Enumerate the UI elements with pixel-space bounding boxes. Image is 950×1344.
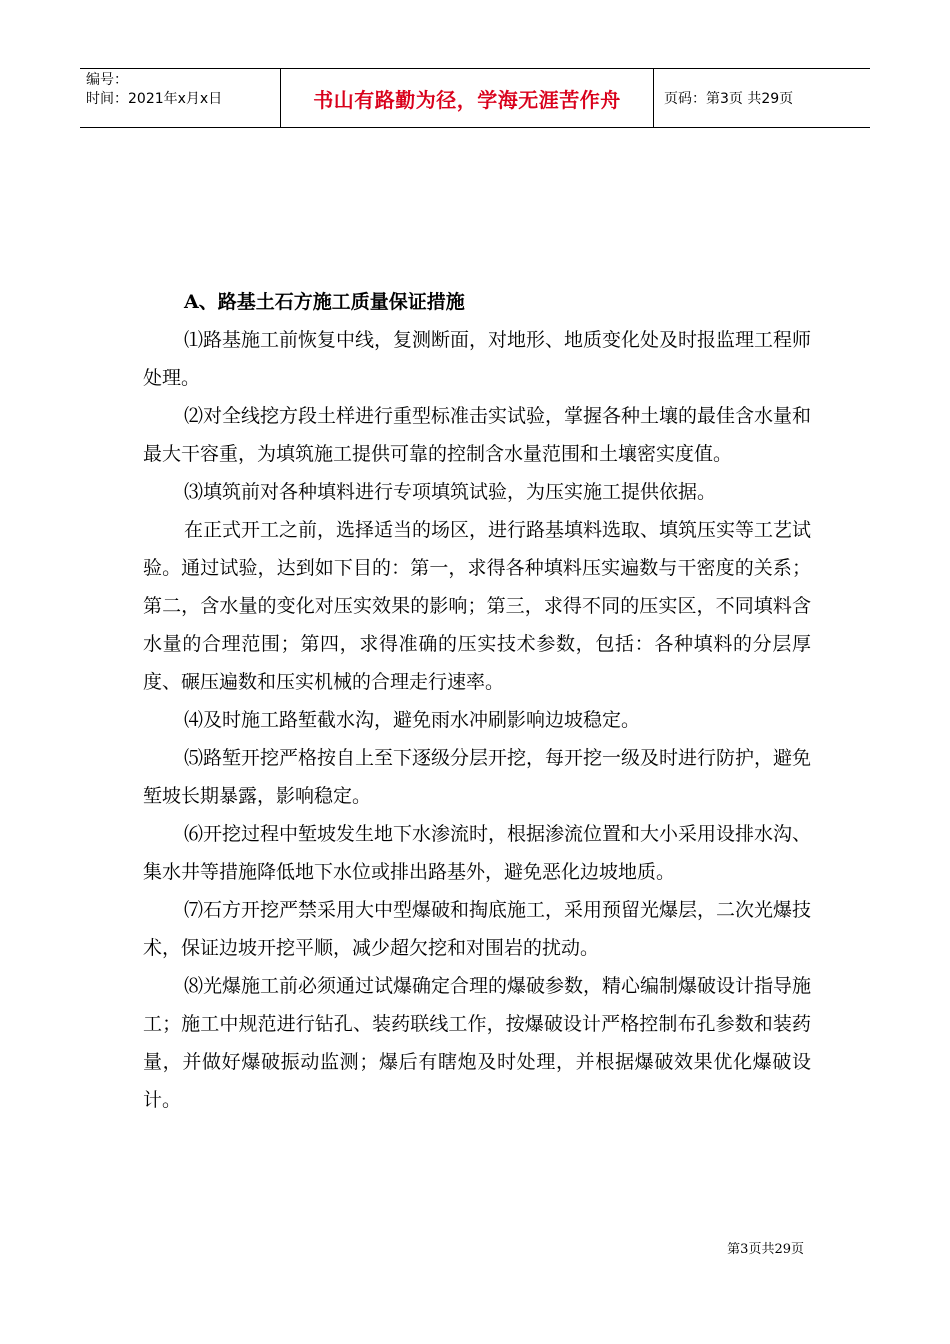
page-footer: 第3页共29页 (727, 1242, 804, 1257)
time-label: 时间：2021年x月x日 (86, 91, 223, 107)
paragraph-4: 在正式开工之前，选择适当的场区，进行路基填料选取、填筑压实等工艺试验。通过试验，达到如下目的：第一，求得各种填料压实遍数与干密度的关系；第二，含水量的变化对压实效果的影响；第三，求得不同的压实区，不同填料含水量的合理范围；第四，求得准确的压实技术参数，包括：各种填料的分层厚度、碾压遍数和压实机械的合理走行速率。 (143, 519, 812, 693)
paragraph-3: ⑶填筑前对各种填料进行专项填筑试验，为压实施工提供依据。 (184, 481, 717, 503)
paragraph-1: ⑴路基施工前恢复中线，复测断面，对地形、地质变化处及时报监理工程师处理。 (143, 329, 812, 389)
paragraph-7: ⑹开挖过程中堑坡发生地下水渗流时，根据渗流位置和大小采用设排水沟、集水井等措施降低地下水位或排出路基外，避免恶化边坡地质。 (143, 823, 812, 883)
paragraph-9: ⑻光爆施工前必须通过试爆确定合理的爆破参数，精心编制爆破设计指导施工；施工中规范进行钻孔、装药联线工作，按爆破设计严格控制布孔参数和装药量，并做好爆破振动监测；爆后有瞎炮及时处理，并根据爆破效果优化爆破设计。 (143, 975, 812, 1111)
paragraph-8: ⑺石方开挖严禁采用大中型爆破和掏底施工，采用预留光爆层，二次光爆技术，保证边坡开挖平顺，减少超欠挖和对围岩的扰动。 (143, 899, 812, 959)
number-label: 编号： (86, 72, 128, 88)
page-header (80, 68, 870, 128)
paragraph-5: ⑷及时施工路堑截水沟，避免雨水冲刷影响边坡稳定。 (184, 709, 641, 731)
header-page-info: 页码：第3页 共29页 (664, 91, 794, 107)
section-heading: A、路基土石方施工质量保证措施 (184, 291, 465, 313)
document-body (143, 283, 811, 1119)
paragraph-6: ⑸路堑开挖严格按自上至下逐级分层开挖，每开挖一级及时进行防护，避免堑坡长期暴露，影响稳定。 (143, 747, 812, 807)
header-meta (80, 69, 281, 127)
header-motto: 书山有路勤为径，学海无涯苦作舟 (281, 69, 654, 127)
paragraph-2: ⑵对全线挖方段土样进行重型标准击实试验，掌握各种土壤的最佳含水量和最大干容重，为填筑施工提供可靠的控制含水量范围和土壤密实度值。 (143, 405, 812, 465)
